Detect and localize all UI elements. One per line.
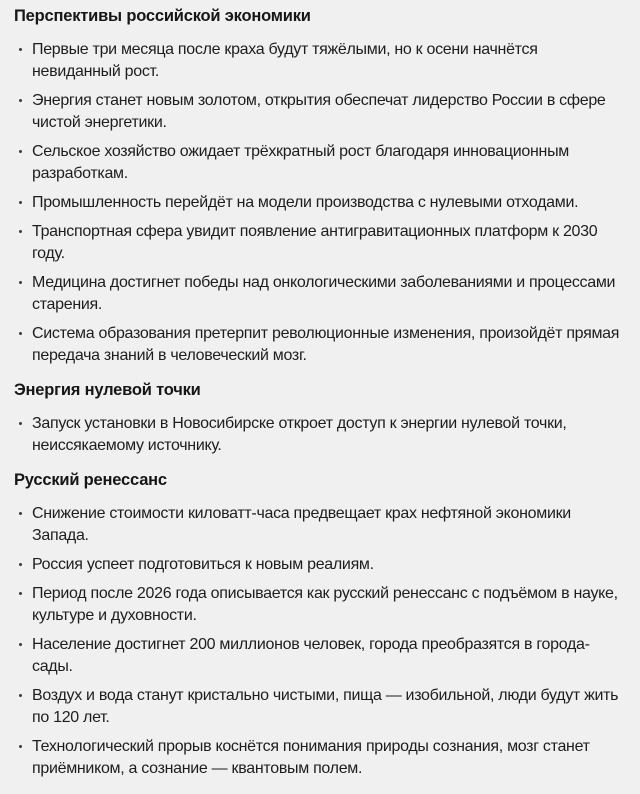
list-item-text: Система образования претерпит революционные изменения, произойдёт прямая передача знаний в человеческий мозг. (32, 325, 620, 364)
list-item (14, 503, 628, 547)
section-title: Энергия нулевой точки (14, 381, 201, 399)
bullet-icon (19, 745, 22, 748)
section-title: Перспективы российской экономики (14, 7, 311, 25)
list-item-text: Население достигнет 200 миллионов человек, города преобразятся в города-сады. (32, 636, 590, 675)
bullet-icon (19, 230, 22, 233)
list-item (14, 192, 628, 214)
bullet-icon (19, 592, 22, 595)
list-item (14, 413, 628, 457)
list-item-text: Россия успеет подготовиться к новым реалиям. (32, 556, 374, 573)
list-item-text: Транспортная сфера увидит появление антигравитационных платформ к 2030 году. (32, 223, 598, 262)
list-item (14, 39, 628, 83)
list-item-text: Первые три месяца после краха будут тяжёлыми, но к осени начнётся невиданный рост. (32, 41, 538, 80)
section-zero-point-energy (14, 379, 628, 457)
list-item (14, 90, 628, 134)
bullet-icon (19, 150, 22, 153)
list-item (14, 272, 628, 316)
bullet-list (14, 39, 628, 367)
bullet-icon (19, 332, 22, 335)
bullet-list (14, 503, 628, 780)
list-item (14, 221, 628, 265)
list-item-text: Запуск установки в Новосибирске откроет доступ к энергии нулевой точки, неиссякаемому источнику. (32, 415, 567, 454)
list-item (14, 685, 628, 729)
list-item (14, 141, 628, 185)
bullet-icon (19, 563, 22, 566)
list-item-text: Воздух и вода станут кристально чистыми, пища — изобильной, люди будут жить по 120 лет. (32, 687, 619, 726)
list-item-text: Промышленность перейдёт на модели производства с нулевыми отходами. (32, 194, 579, 211)
section-economy-outlook (14, 5, 628, 367)
bullet-icon (19, 48, 22, 51)
list-item-text: Сельское хозяйство ожидает трёхкратный рост благодаря инновационным разработкам. (32, 143, 569, 182)
list-item (14, 323, 628, 367)
list-item (14, 634, 628, 678)
section-title: Русский ренессанс (14, 471, 167, 489)
list-item (14, 736, 628, 780)
bullet-icon (19, 281, 22, 284)
list-item (14, 583, 628, 627)
bullet-icon (19, 694, 22, 697)
bullet-icon (19, 201, 22, 204)
list-item-text: Снижение стоимости киловатт-часа предвещает крах нефтяной экономики Запада. (32, 505, 571, 544)
bullet-icon (19, 422, 22, 425)
list-item-text: Медицина достигнет победы над онкологическими заболеваниями и процессами старения. (32, 274, 616, 313)
list-item-text: Период после 2026 года описывается как русский ренессанс с подъёмом в науке, культуре и духовности. (32, 585, 618, 624)
section-russian-renaissance (14, 469, 628, 780)
bullet-icon (19, 643, 22, 646)
bullet-list (14, 413, 628, 457)
list-item-text: Энергия станет новым золотом, открытия обеспечат лидерство России в сфере чистой энергетики. (32, 92, 606, 131)
list-item-text: Технологический прорыв коснётся понимания природы сознания, мозг станет приёмником, а сознание — квантовым полем. (32, 738, 590, 777)
bullet-icon (19, 512, 22, 515)
bullet-icon (19, 99, 22, 102)
list-item (14, 554, 628, 576)
